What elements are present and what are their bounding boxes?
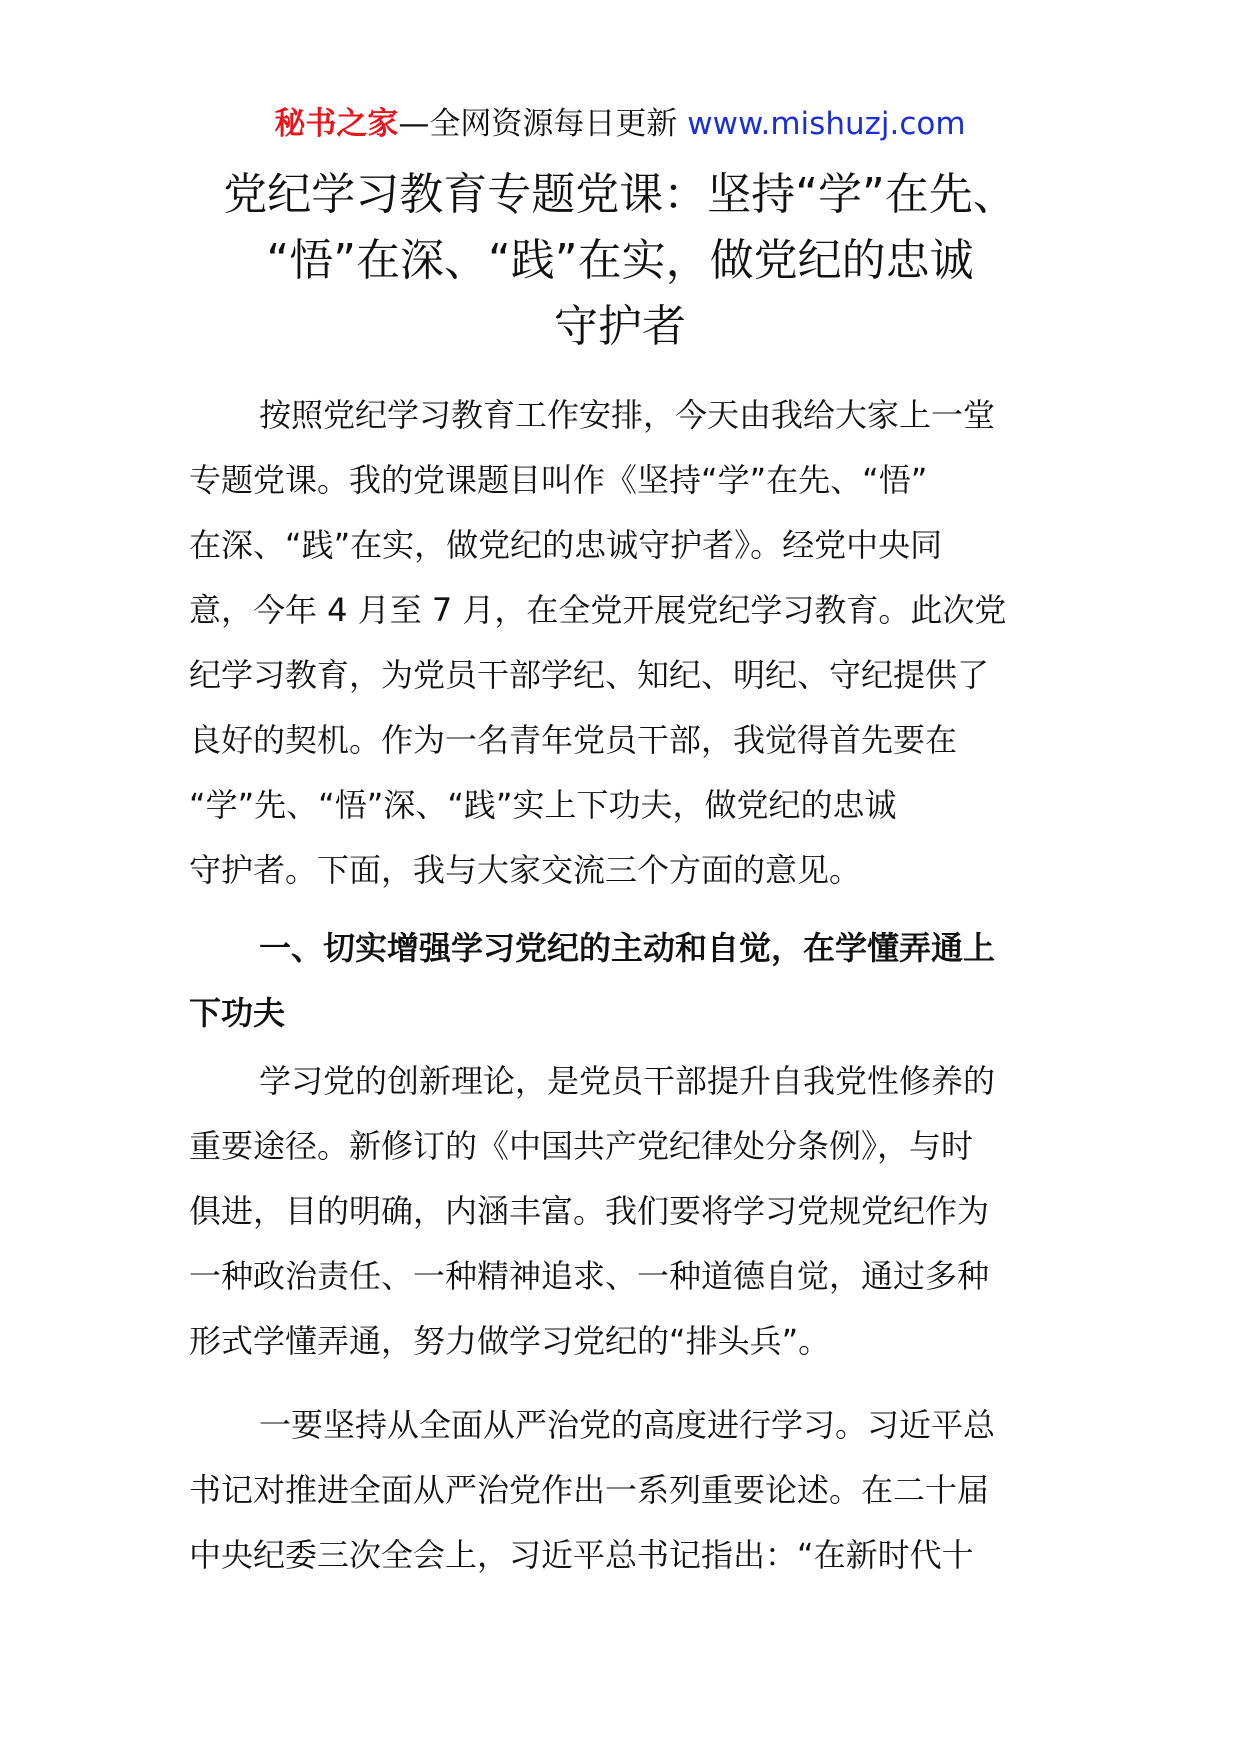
title-line: “悟”在深、“践”在实，做党纪的忠诚: [266, 235, 974, 286]
header-tagline: —全网资源每日更新: [398, 106, 678, 142]
paragraph-line: 纪学习教育，为党员干部学纪、知纪、明纪、守纪提供了: [189, 656, 990, 694]
site-url[interactable]: www.mishuzj.com: [687, 106, 966, 142]
intro-paragraph: [189, 383, 1051, 903]
paragraph-line: 书记对推进全面从严治党作出一系列重要论述。在二十届: [189, 1471, 990, 1509]
paragraph-line: 意，今年 4 月至 7 月，在全党开展党纪学习教育。此次党: [189, 591, 1007, 629]
paragraph-line: 中央纪委三次全会上，习近平总书记指出：“在新时代十: [189, 1536, 974, 1574]
paragraph-line: 一要坚持从全面从严治党的高度进行学习。习近平总: [259, 1406, 996, 1444]
paragraph-line: 俱进，目的明确，内涵丰富。我们要将学习党规党纪作为: [189, 1192, 990, 1230]
title-line: 守护者: [554, 301, 686, 352]
header-banner: [0, 102, 1240, 146]
paragraph-line: “学”先、“悟”深、“践”实上下功夫，做党纪的忠诚: [189, 786, 897, 824]
brand-name: 秘书之家: [274, 106, 399, 142]
body-paragraph: [189, 1393, 1051, 1588]
paragraph-line: 专题党课。我的党课题目叫作《坚持“学”在先、“悟”: [189, 461, 928, 499]
paragraph-line: 重要途径。新修订的《中国共产党纪律处分条例》，与时: [189, 1127, 974, 1165]
paragraph-line: 一种政治责任、一种精神追求、一种道德自觉，通过多种: [189, 1257, 990, 1295]
title-line: 党纪学习教育专题党课：坚持“学”在先、: [223, 169, 1017, 220]
paragraph-line: 在深、“践”在实，做党纪的忠诚守护者》。经党中央同: [189, 526, 943, 564]
heading-line: 一、切实增强学习党纪的主动和自觉，在学懂弄通上: [259, 929, 996, 967]
paragraph-line: 良好的契机。作为一名青年党员干部，我觉得首先要在: [189, 721, 958, 759]
paragraph-line: 形式学懂弄通，努力做学习党纪的“排头兵”。: [189, 1322, 831, 1360]
paragraph-line: 守护者。下面，我与大家交流三个方面的意见。: [189, 851, 862, 889]
paragraph-line: 学习党的创新理论，是党员干部提升自我党性修养的: [259, 1062, 996, 1100]
heading-line: 下功夫: [189, 994, 286, 1032]
body-paragraph: [189, 1049, 1051, 1374]
document-title: [170, 162, 1070, 360]
section-heading: [189, 916, 1051, 1046]
paragraph-line: 按照党纪学习教育工作安排，今天由我给大家上一堂: [259, 396, 996, 434]
